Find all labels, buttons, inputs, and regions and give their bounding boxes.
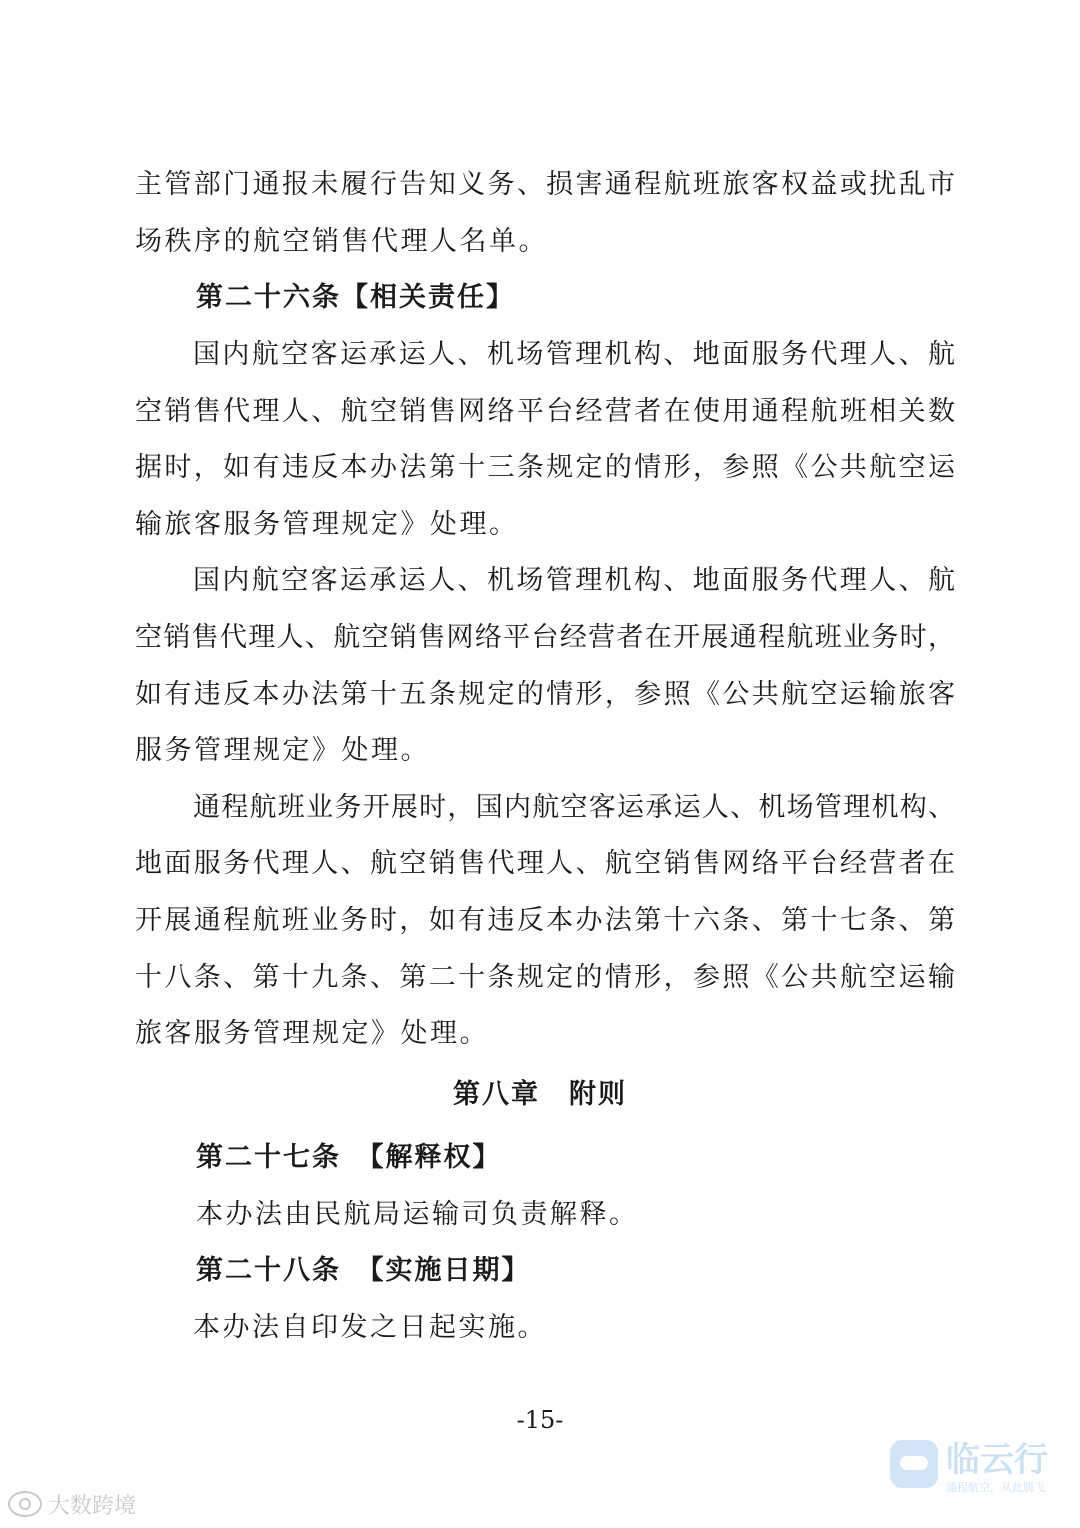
watermark-source-text: 大数跨境: [48, 1493, 137, 1519]
paragraph-line: 据时，如有违反本办法第十三条规定的情形，参照《公共航空运: [135, 452, 955, 483]
paragraph-line: 旅客服务管理规定》处理。: [135, 1018, 489, 1049]
paragraph-line: 十八条、第十九条、第二十条规定的情形，参照《公共航空运输: [135, 962, 955, 993]
plane-logo-icon: [890, 1440, 938, 1488]
weibo-icon: [8, 1491, 42, 1517]
chapter-heading: 第八章 附则: [453, 1079, 627, 1110]
paragraph-line: 开展通程航班业务时，如有违反本办法第十六条、第十七条、第: [135, 905, 955, 936]
paragraph-line: 空销售代理人、航空销售网络平台经营者在开展通程航班业务时，: [135, 622, 955, 653]
paragraph-line: 输旅客服务管理规定》处理。: [135, 509, 519, 540]
paragraph-line: 地面服务代理人、航空销售代理人、航空销售网络平台经营者在: [135, 848, 955, 879]
paragraph-line: 服务管理规定》处理。: [135, 735, 430, 766]
watermark-title: 临云行: [946, 1440, 1048, 1480]
paragraph-line: 国内航空客运承运人、机场管理机构、地面服务代理人、航: [193, 339, 955, 370]
paragraph-line: 本办法由民航局运输司负责解释。: [196, 1199, 639, 1230]
article-heading-28: 第二十八条 【实施日期】: [196, 1255, 531, 1286]
paragraph-line: 场秩序的航空销售代理人名单。: [135, 226, 548, 257]
paragraph-line: 如有违反本办法第十五条规定的情形，参照《公共航空运输旅客: [135, 679, 955, 710]
paragraph-line: 通程航班业务开展时，国内航空客运承运人、机场管理机构、: [193, 792, 955, 823]
paragraph-line: 本办法自印发之日起实施。: [193, 1312, 547, 1343]
watermark-source: [8, 1488, 136, 1520]
paragraph-line: 空销售代理人、航空销售网络平台经营者在使用通程航班相关数: [135, 396, 955, 427]
page-number: -15-: [516, 1406, 564, 1434]
watermark-brand: [890, 1440, 1050, 1500]
paragraph-line: 国内航空客运承运人、机场管理机构、地面服务代理人、航: [193, 565, 955, 596]
paragraph-line: 主管部门通报未履行告知义务、损害通程航班旅客权益或扰乱市: [135, 169, 955, 200]
article-heading-27: 第二十七条 【解释权】: [196, 1142, 502, 1173]
article-heading-26: 第二十六条【相关责任】: [196, 282, 515, 313]
watermark-subtitle: 通程航空，从此腾飞: [946, 1481, 1045, 1494]
